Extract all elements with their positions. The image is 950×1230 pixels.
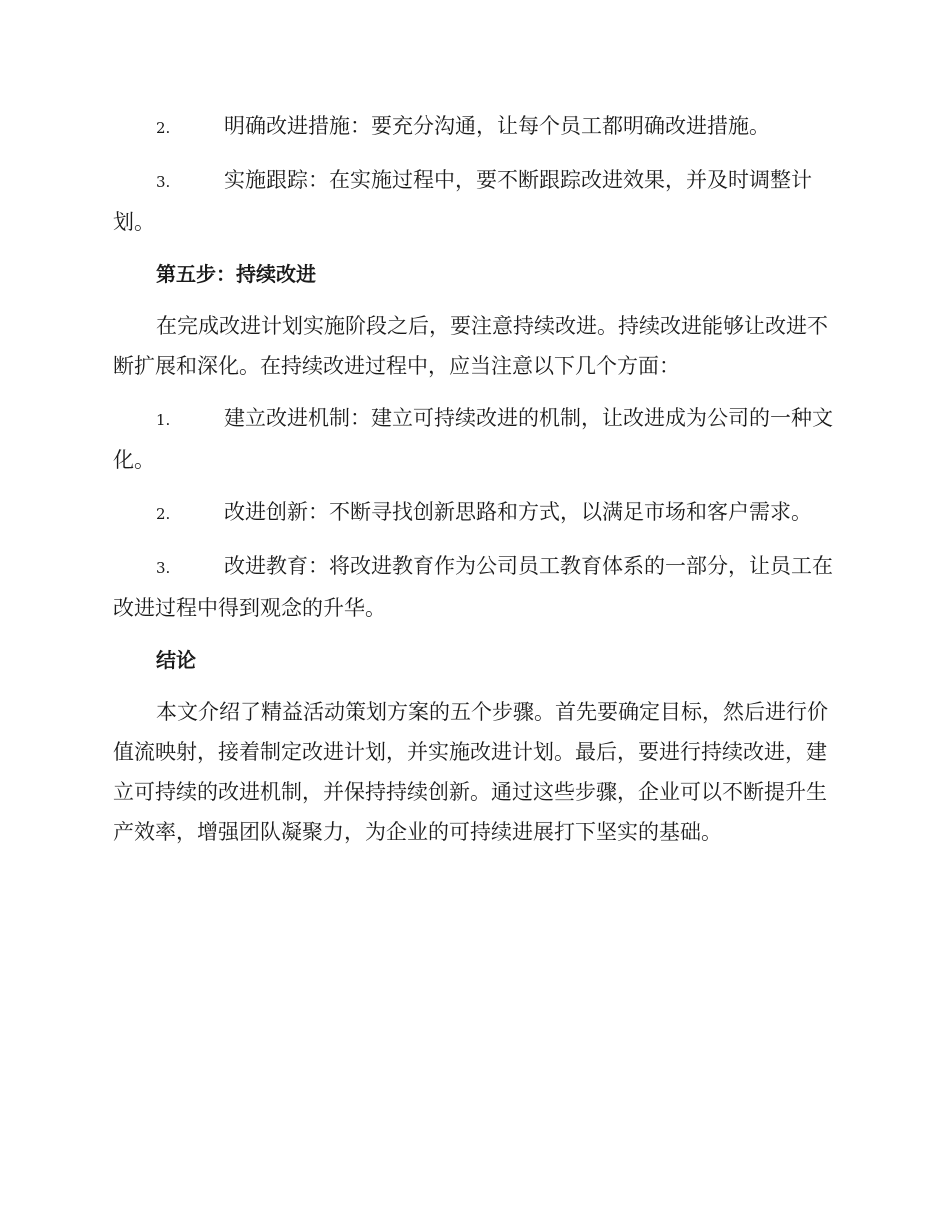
list-text: 明确改进措施：要充分沟通，让每个员工都明确改进措施。 (224, 114, 770, 138)
list-number: 3. (156, 173, 171, 191)
list-item (113, 160, 835, 242)
conclusion-text: 本文介绍了精益活动策划方案的五个步骤。首先要确定目标，然后进行价值流映射，接着制定改进计划，并实施改进计划。最后，要进行持续改进，建立可持续的改进机制，并保持持续创新。通过这些步骤，企业可以不断提升生产效率，增强团队凝聚力，为企业的可持续进展打下坚实的基础。 (113, 700, 828, 844)
list-number: 3. (156, 559, 171, 577)
list-number: 2. (156, 505, 171, 523)
list-number: 1. (156, 411, 171, 429)
document-page (113, 106, 835, 864)
list-number: 2. (156, 119, 171, 137)
list-text: 实施跟踪：在实施过程中，要不断跟踪改进效果，并及时调整计划。 (113, 168, 812, 234)
list-item (113, 106, 835, 148)
conclusion-heading: 结论 (156, 648, 196, 672)
section-heading: 第五步：持续改进 (156, 262, 316, 286)
list-item (113, 398, 835, 480)
list-text: 改进教育：将改进教育作为公司员工教育体系的一部分，让员工在改进过程中得到观念的升华。 (113, 554, 833, 620)
section-intro: 在完成改进计划实施阶段之后，要注意持续改进。持续改进能够让改进不断扩展和深化。在持续改进过程中，应当注意以下几个方面： (113, 314, 828, 378)
list-item (113, 492, 835, 534)
list-item (113, 546, 835, 628)
list-text: 建立改进机制：建立可持续改进的机制，让改进成为公司的一种文化。 (113, 406, 833, 472)
list-text: 改进创新：不断寻找创新思路和方式，以满足市场和客户需求。 (224, 500, 812, 524)
